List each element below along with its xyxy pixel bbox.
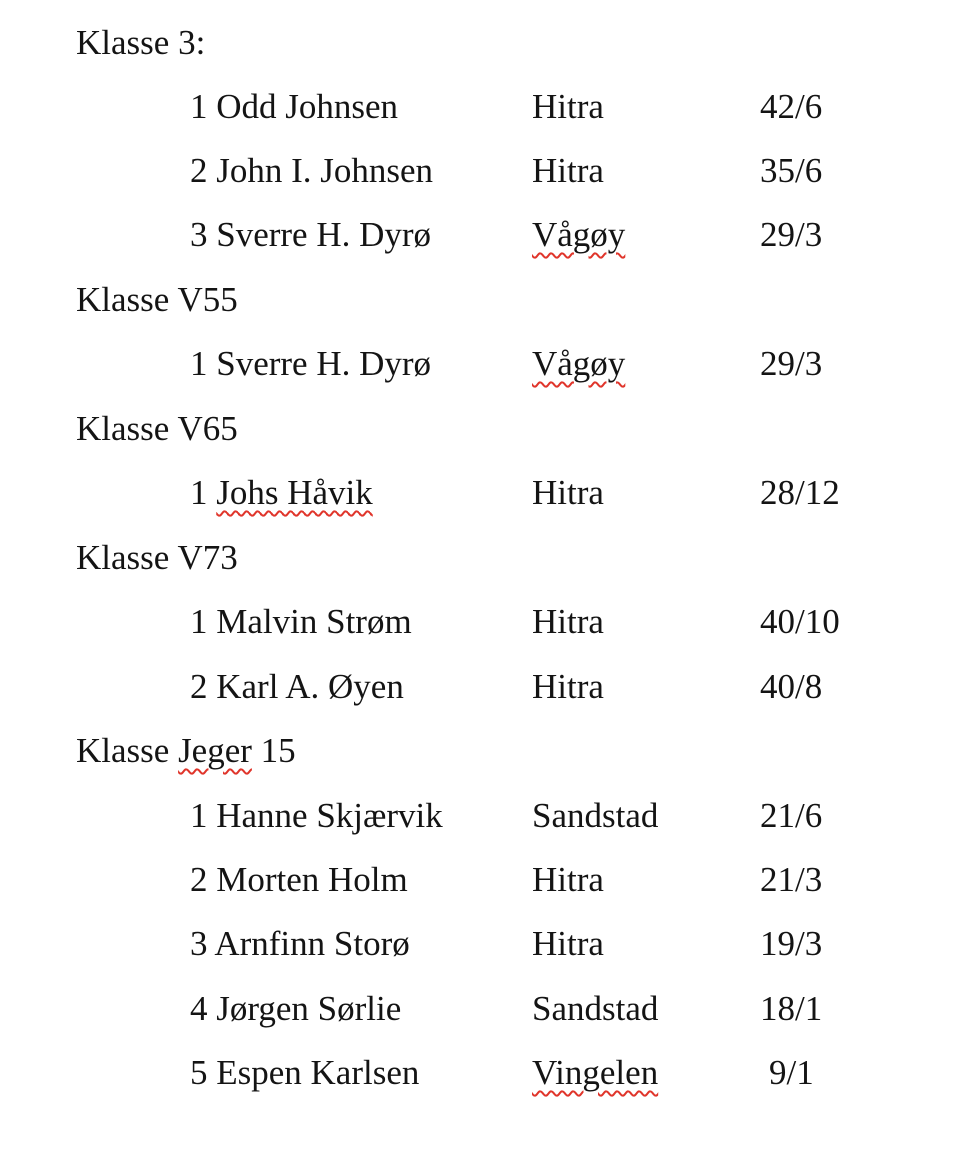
score: 21/6 (760, 796, 823, 835)
club-name: Hitra (532, 667, 604, 706)
result-row (0, 468, 980, 518)
score: 28/12 (760, 473, 840, 512)
club-name: Hitra (532, 87, 604, 126)
result-row (0, 210, 980, 260)
score: 40/10 (760, 602, 840, 641)
score: 18/1 (760, 989, 823, 1028)
competitor-name: 1 Odd Johnsen (190, 87, 399, 126)
club-name: Hitra (532, 151, 604, 190)
competitor-name: 3 Sverre H. Dyrø (190, 215, 432, 254)
competitor-name: 1 Johs Håvik (190, 473, 373, 512)
competitor-name: 4 Jørgen Sørlie (190, 989, 402, 1028)
competitor-name: 1 Hanne Skjærvik (190, 796, 443, 835)
class-heading (0, 275, 980, 325)
class-heading (0, 18, 980, 68)
class-heading (0, 533, 980, 583)
competitor-name: 2 John I. Johnsen (190, 151, 434, 190)
club-name: Sandstad (532, 989, 659, 1028)
competitor-name: 1 Malvin Strøm (190, 602, 412, 641)
result-row (0, 791, 980, 841)
class-heading (0, 404, 980, 454)
class-heading-label: Klasse V55 (76, 280, 238, 319)
score: 29/3 (760, 215, 823, 254)
result-row (0, 984, 980, 1034)
competitor-name: 5 Espen Karlsen (190, 1053, 420, 1092)
result-row (0, 1048, 980, 1098)
club-name: Hitra (532, 860, 604, 899)
club-name: Vågøy (532, 215, 626, 254)
result-row (0, 82, 980, 132)
score: 42/6 (760, 87, 823, 126)
club-name: Vågøy (532, 344, 626, 383)
result-row (0, 662, 980, 712)
competitor-name: 2 Morten Holm (190, 860, 408, 899)
score: 40/8 (760, 667, 823, 706)
club-name: Hitra (532, 473, 604, 512)
class-heading-label: Klasse V65 (76, 409, 238, 448)
competitor-name: 2 Karl A. Øyen (190, 667, 404, 706)
score: 35/6 (760, 151, 823, 190)
club-name: Hitra (532, 924, 604, 963)
result-row (0, 339, 980, 389)
class-heading-label: Klasse 3: (76, 23, 206, 62)
result-row (0, 855, 980, 905)
score: 19/3 (760, 924, 823, 963)
competitor-name: 1 Sverre H. Dyrø (190, 344, 432, 383)
result-row (0, 597, 980, 647)
club-name: Hitra (532, 602, 604, 641)
class-heading-label: Klasse Jeger 15 (76, 731, 296, 770)
score: 9/1 (769, 1053, 814, 1092)
score: 29/3 (760, 344, 823, 383)
result-row (0, 919, 980, 969)
class-heading-label: Klasse V73 (76, 538, 238, 577)
result-row (0, 146, 980, 196)
competitor-name: 3 Arnfinn Storø (190, 924, 410, 963)
club-name: Vingelen (532, 1053, 659, 1092)
class-heading (0, 726, 980, 776)
score: 21/3 (760, 860, 823, 899)
club-name: Sandstad (532, 796, 659, 835)
